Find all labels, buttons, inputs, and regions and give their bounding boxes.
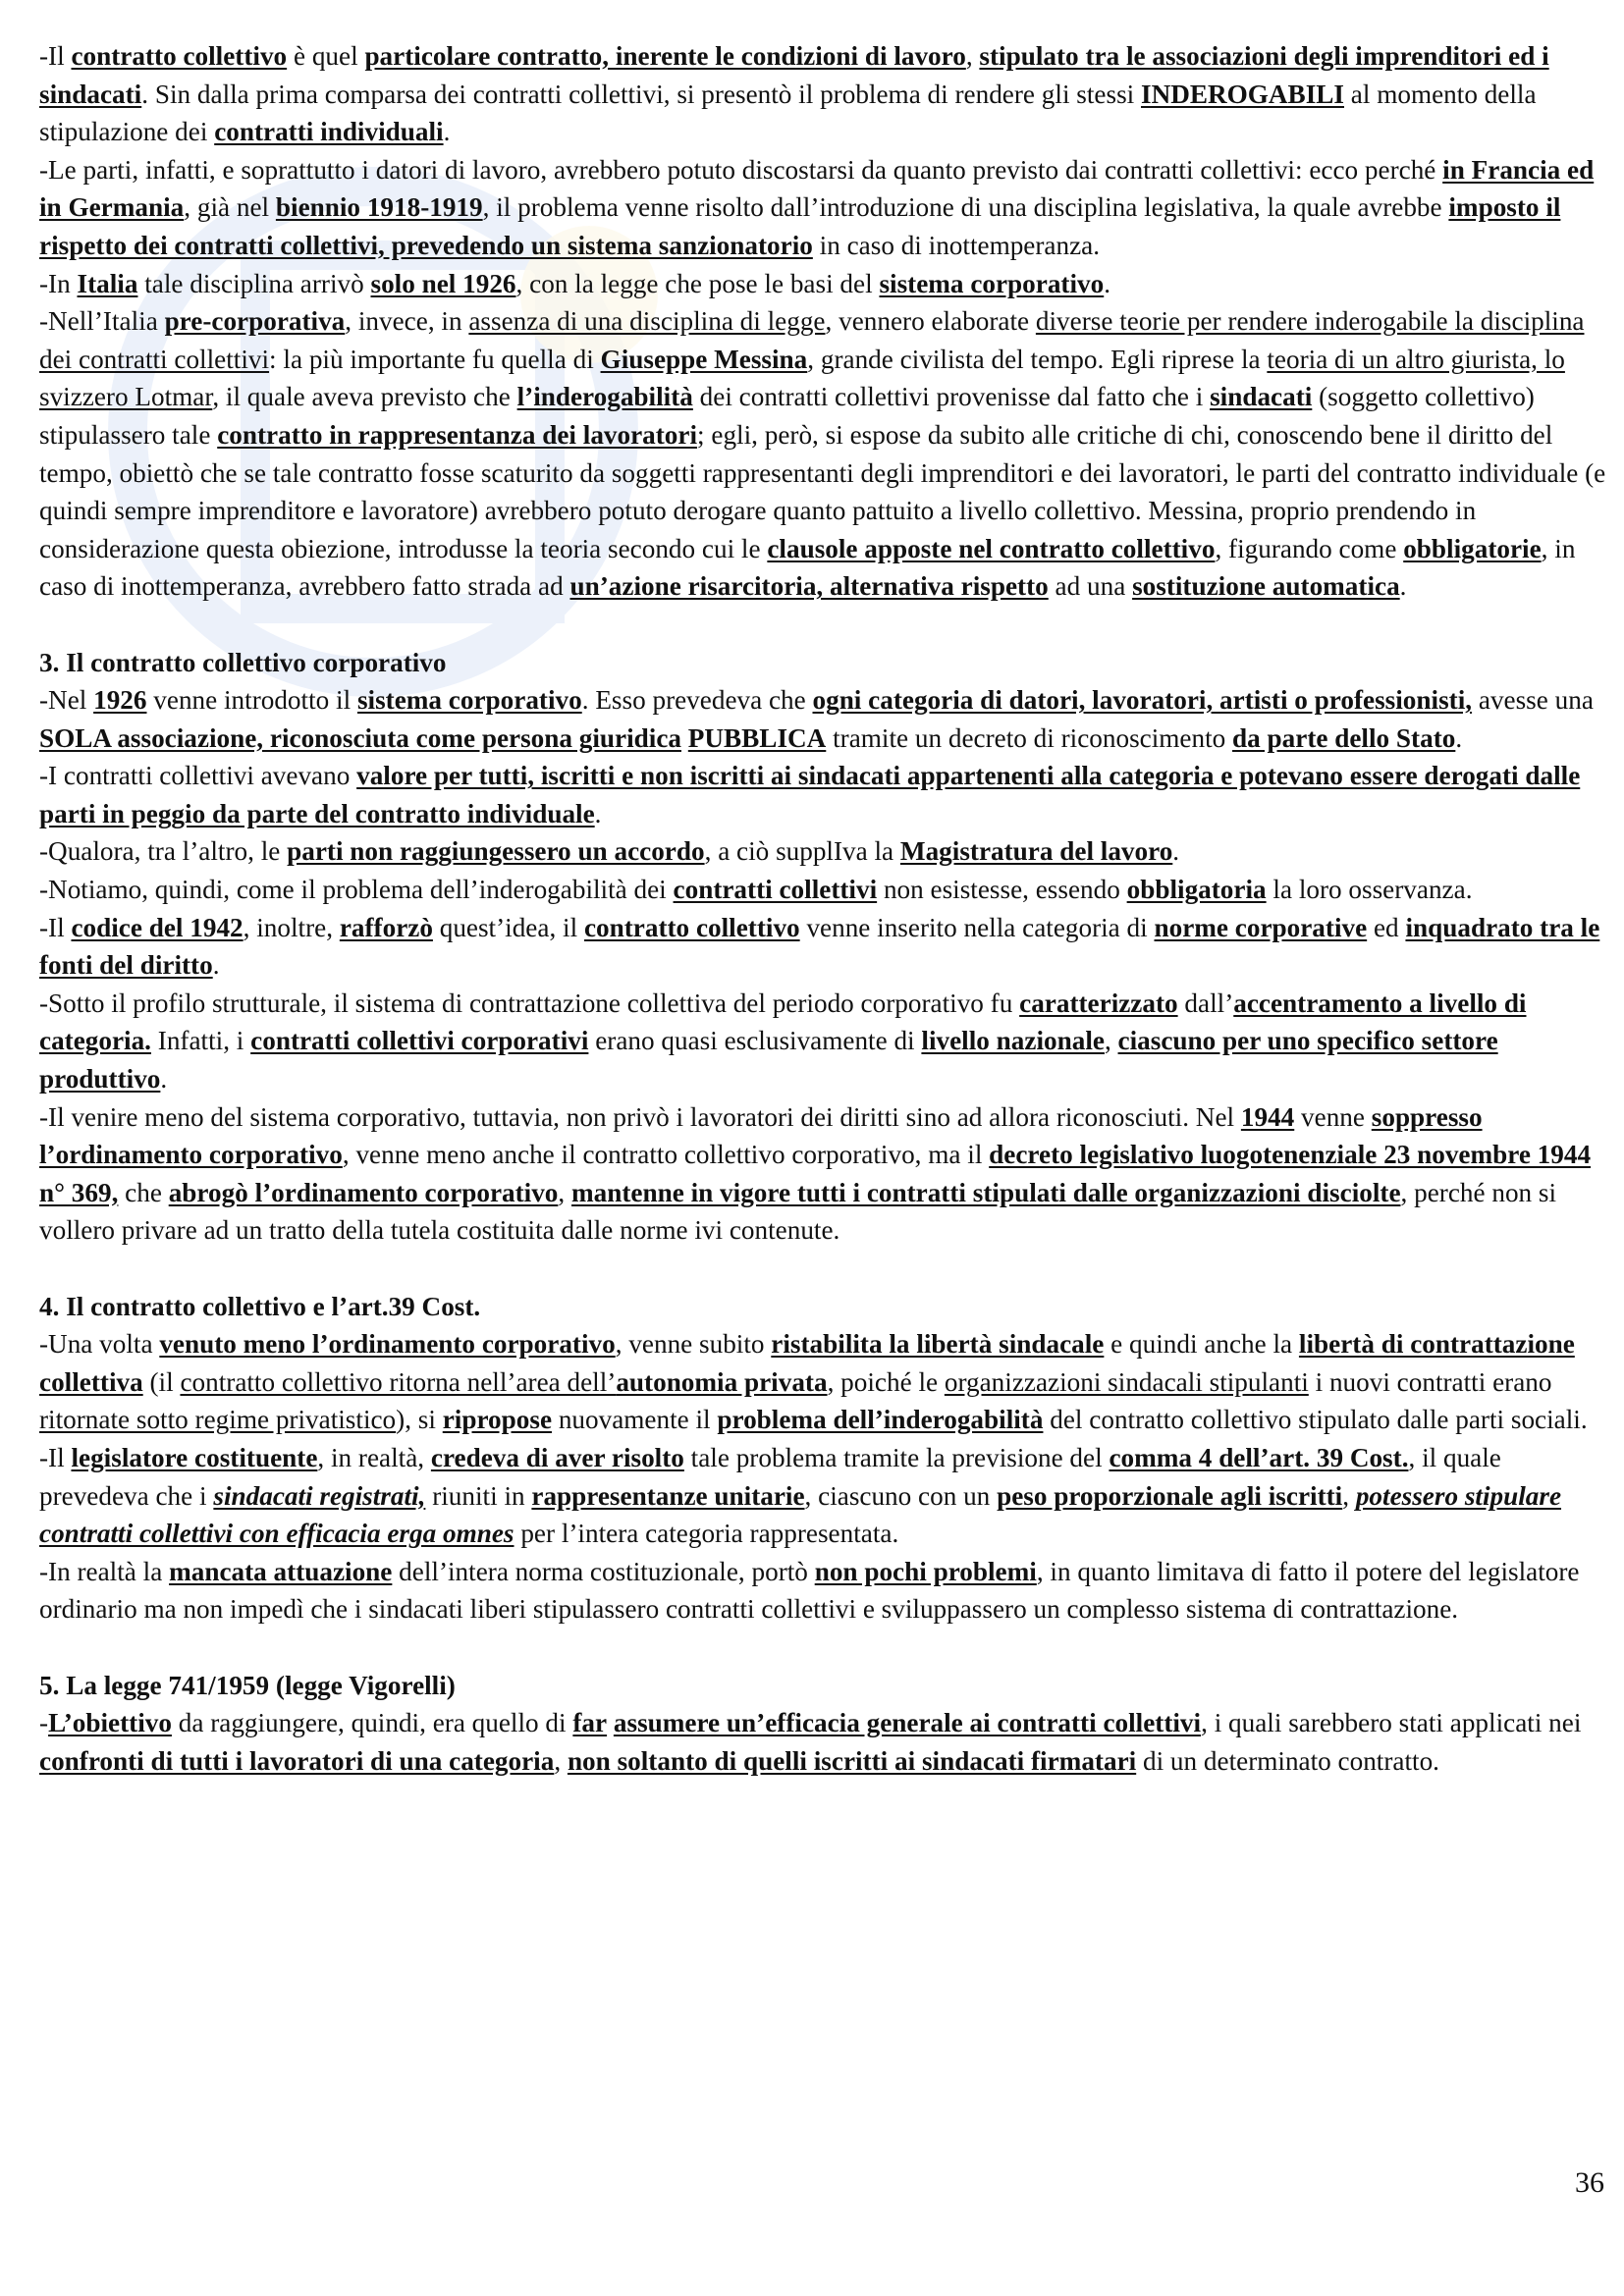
text-run: , a ciò supplIva la (704, 836, 900, 867)
text-run: non esistesse, essendo (877, 875, 1127, 905)
text-run: -Una volta (39, 1329, 160, 1360)
emphasized-text: assenza di una disciplina di legge (468, 306, 826, 337)
emphasized-text: rafforzò (339, 912, 433, 942)
text-run: : la più importante fu quella di (269, 344, 601, 374)
text-run: -Le parti, infatti, e soprattutto i datori di lavoro, avrebbero potuto discostarsi da quanto previsto dai contratti collettivi: ecco perché (39, 154, 1443, 185)
emphasized-text: clausole apposte nel contratto collettivo (767, 533, 1216, 563)
paragraph (39, 757, 1610, 832)
emphasized-text: valore per tutti, iscritti e non iscritti ai sindacati appartenenti alla categoria e potevano essere derogati dalle parti in peggio da parte del contratto individuale (39, 761, 1581, 828)
text-run: 4. Il contratto collettivo e l’art.39 Cost. (39, 1291, 481, 1321)
text-run: . (212, 950, 220, 981)
emphasized-text: sistema corporativo (879, 268, 1105, 298)
emphasized-text: ristabilita la libertà sindacale (771, 1329, 1105, 1360)
text-run: -Il (39, 41, 72, 71)
text-run: da raggiungere, quindi, era quello di (171, 1708, 573, 1738)
text-run: . (1172, 836, 1180, 867)
emphasized-text: in Francia ed in Germania (39, 154, 1595, 223)
text-run: , invece, in (345, 306, 469, 337)
emphasized-text: contratto collettivo (71, 41, 288, 71)
emphasized-text: non soltanto di quelli iscritti ai sindacati firmatari (567, 1745, 1137, 1776)
text-run: , in realtà, (317, 1442, 431, 1472)
text-run: -Il venire meno del sistema corporativo, tuttavia, non privò i lavoratori dei diritti sino ad allora riconosciuti. Nel (39, 1101, 1241, 1132)
text-run: , in caso di inottemperanza, avrebbero fatto strada ad (39, 533, 1576, 602)
text-run: , venne meno anche il contratto collettivo corporativo, ma il (342, 1140, 990, 1170)
text-run: al momento della stipulazione dei (39, 79, 1537, 147)
text-run: (soggetto collettivo) stipulassero tale (39, 382, 1535, 450)
text-run: -In realtà la (39, 1556, 170, 1586)
emphasized-text: contratti collettivi (673, 875, 878, 905)
emphasized-text: decreto legislativo luogotenenziale 23 novembre 1944 n° 369, (39, 1140, 1592, 1207)
text-run: che (118, 1177, 169, 1207)
text-run: la loro osservanza. (1266, 875, 1473, 905)
text-run (681, 723, 688, 753)
text-run: ), si (396, 1405, 443, 1435)
emphasized-text: teoria di un altro giurista, lo svizzero Lotmar (39, 344, 1565, 412)
emphasized-text: assumere un’efficacia generale ai contratti collettivi (613, 1708, 1202, 1738)
emphasized-text: livello nazionale (921, 1026, 1105, 1056)
emphasized-text: biennio 1918-1919 (275, 192, 483, 223)
paragraph (39, 832, 1610, 871)
emphasized-text: ciascuno per uno specifico settore produttivo (39, 1026, 1498, 1095)
emphasized-text: non pochi problemi (814, 1556, 1037, 1586)
emphasized-text: 1944 (1240, 1101, 1295, 1132)
text-run: venne introdotto il (146, 685, 357, 716)
text-run: . (160, 1064, 168, 1095)
emphasized-text: mantenne in vigore tutti i contratti stipulati dalle organizzazioni disciolte (571, 1177, 1401, 1207)
emphasized-text: diverse teorie per rendere inderogabile la disciplina dei contratti collettivi (39, 306, 1585, 374)
emphasized-text: contratto in rappresentanza dei lavoratori (217, 419, 698, 450)
page-number: 36 (1575, 2166, 1604, 2199)
text-run: , (965, 41, 980, 71)
emphasized-text: sistema corporativo (356, 685, 582, 716)
paragraph (39, 265, 1610, 303)
text-run: venne (1294, 1101, 1372, 1132)
emphasized-text: obbligatoria (1126, 875, 1267, 905)
emphasized-text: INDEROGABILI (1141, 79, 1344, 109)
text-run: , il problema venne risolto dall’introduzione di una disciplina legislativa, la quale avrebbe (482, 192, 1449, 223)
text-run: -Il (39, 912, 72, 942)
emphasized-text: ogni categoria di datori, lavoratori, artisti o professionisti, (812, 685, 1473, 716)
emphasized-text: ripropose (442, 1405, 553, 1435)
text-run: tale problema tramite la previsione del (683, 1442, 1110, 1472)
emphasized-text: contratti individuali (214, 117, 444, 147)
emphasized-text: libertà di contrattazione collettiva (39, 1329, 1575, 1397)
emphasized-text: Italia (77, 268, 138, 298)
emphasized-text: credeva di aver risolto (430, 1442, 684, 1472)
text-run: venne inserito nella categoria di (799, 912, 1155, 942)
text-run: ad una (1048, 571, 1133, 602)
text-run: , i quali sarebbero stati applicati nei (1201, 1708, 1582, 1738)
emphasized-text: 1926 (93, 685, 147, 716)
section-heading (39, 1288, 1610, 1326)
text-run: , in quanto limitava di fatto il potere del legislatore ordinario ma non impedì che i sindacati liberi stipulassero contratti collettivi e sviluppassero un complesso sistema di contrattazione. (39, 1556, 1580, 1625)
text-run: -Nel (39, 685, 94, 716)
emphasized-text: autonomia privata (616, 1366, 828, 1397)
text-run: . (1104, 268, 1111, 298)
emphasized-text: sostituzione automatica (1132, 571, 1400, 602)
text-run: avesse una (1472, 685, 1594, 716)
text-run: . (443, 117, 451, 147)
paragraph (39, 302, 1610, 606)
text-run: , venne subito (615, 1329, 772, 1360)
text-run: per l’intera categoria rappresentata. (514, 1519, 899, 1549)
text-run: - (39, 1708, 49, 1738)
emphasized-text: abrogò l’ordinamento corporativo (168, 1177, 559, 1207)
section-heading (39, 1667, 1610, 1705)
text-run: -Qualora, tra l’altro, le (39, 836, 288, 867)
emphasized-text: mancata attuazione (169, 1556, 393, 1586)
text-run: dell’intera norma costituzionale, portò (392, 1556, 815, 1586)
emphasized-text: solo nel 1926 (370, 268, 516, 298)
paragraph (39, 151, 1610, 265)
emphasized-text: l’inderogabilità (516, 382, 693, 412)
emphasized-text: contratto collettivo (583, 912, 800, 942)
text-run: , perché non si vollero privare ad un tratto della tutela costituita dalle norme ivi contenute. (39, 1177, 1557, 1246)
text-run: di un determinato contratto. (1136, 1745, 1439, 1776)
text-run: -I contratti collettivi avevano (39, 761, 357, 791)
emphasized-text: parti non raggiungessero un accordo (287, 836, 705, 867)
text-run: dei contratti collettivi provenisse dal fatto che i (692, 382, 1211, 412)
text-run: ed (1367, 912, 1406, 942)
document-body (39, 37, 1610, 1780)
text-run: , già nel (184, 192, 276, 223)
text-run (607, 1708, 614, 1737)
emphasized-text: soppresso l’ordinamento corporativo (39, 1101, 1483, 1170)
text-run: , ciascuno con un (804, 1480, 998, 1511)
text-run: , (1342, 1480, 1356, 1511)
text-run: tale disciplina arrivò (137, 268, 371, 298)
emphasized-text: inquadrato tra le fonti del diritto (39, 912, 1600, 981)
paragraph (39, 1439, 1610, 1553)
text-run: . (1399, 571, 1407, 602)
text-run: dall’ (1177, 988, 1234, 1018)
text-run: . (594, 798, 602, 828)
paragraph (39, 1098, 1610, 1250)
emphasized-text: particolare contratto, inerente le condizioni di lavoro (364, 41, 966, 71)
emphasized-text: potessero stipulare contratti collettivi con efficacia erga omnes (39, 1480, 1562, 1549)
emphasized-text: Magistratura del lavoro (899, 836, 1173, 867)
text-run: -Il (39, 1442, 72, 1472)
text-run: , figurando come (1215, 533, 1404, 563)
emphasized-text: SOLA associazione, riconosciuta come persona giuridica (39, 722, 681, 753)
text-run: 5. La legge 741/1959 (legge Vigorelli) (39, 1670, 456, 1700)
emphasized-text: codice del 1942 (71, 912, 244, 942)
text-run: riuniti in (425, 1480, 532, 1511)
emphasized-text: L’obiettivo (48, 1708, 172, 1738)
paragraph (39, 1553, 1610, 1629)
emphasized-text: far (572, 1708, 608, 1738)
paragraph (39, 871, 1610, 909)
emphasized-text: norme corporative (1154, 912, 1368, 942)
emphasized-text: comma 4 dell’art. 39 Cost. (1109, 1442, 1409, 1472)
text-run: , vennero elaborate (825, 306, 1036, 337)
text-run: 3. Il contratto collettivo corporativo (39, 647, 447, 677)
emphasized-text: imposto il rispetto dei contratti collettivi, prevedendo un sistema sanzionatorio (39, 192, 1561, 260)
emphasized-text: rappresentanze unitarie (531, 1480, 805, 1511)
text-run: -Nell’Italia (39, 306, 165, 337)
text-run: Infatti, i (150, 1026, 251, 1056)
paragraph (39, 681, 1610, 757)
emphasized-text: accentramento a livello di categoria. (39, 988, 1527, 1056)
paragraph (39, 1704, 1610, 1780)
paragraph (39, 985, 1610, 1098)
emphasized-text: obbligatorie (1403, 533, 1542, 563)
text-run: erano quasi esclusivamente di (588, 1026, 922, 1056)
emphasized-text: sindacati registrati, (213, 1480, 426, 1511)
emphasized-text: confronti di tutti i lavoratori di una categoria (39, 1745, 555, 1776)
text-run: , il quale prevedeva che i (39, 1442, 1501, 1511)
paragraph (39, 37, 1610, 151)
text-run: i nuovi contratti erano (1308, 1366, 1552, 1397)
section-heading (39, 644, 1610, 682)
text-run: , il quale aveva previsto che (212, 382, 517, 412)
emphasized-text: un’azione risarcitoria, alternativa rispetto (569, 571, 1049, 602)
text-run: -In (39, 268, 78, 298)
text-run: e quindi anche la (1104, 1329, 1299, 1360)
paragraph (39, 1325, 1610, 1439)
text-run: . (1455, 722, 1463, 753)
emphasized-text: sindacati (1210, 382, 1313, 412)
text-run: tramite un decreto di riconoscimento (826, 722, 1233, 753)
emphasized-text: venuto meno l’ordinamento corporativo (159, 1329, 616, 1360)
emphasized-text: ritornate sotto regime privatistico (39, 1405, 397, 1435)
text-run: , (554, 1745, 568, 1776)
emphasized-text: Giuseppe Messina (600, 344, 808, 374)
text-run: , (558, 1177, 571, 1207)
text-run: . Esso prevedeva che (581, 685, 813, 716)
emphasized-text: PUBBLICA (687, 722, 827, 753)
text-run: è quel (287, 41, 365, 71)
text-run: -Notiamo, quindi, come il problema dell’inderogabilità dei (39, 875, 674, 905)
text-run: (il (142, 1366, 181, 1397)
emphasized-text: caratterizzato (1019, 988, 1178, 1018)
text-run: , inoltre, (243, 912, 340, 942)
text-run: , (1104, 1026, 1118, 1056)
text-run: , con la legge che pose le basi del (515, 268, 880, 298)
emphasized-text: stipulato tra le associazioni degli imprenditori ed i sindacati (39, 41, 1549, 109)
text-run: ; egli, però, si espose da subito alle critiche di chi, conoscendo bene il diritto del tempo, obiettò che se tale contratto fosse scaturito da soggetti rappresentanti degli imprenditori e dei lavoratori, le parti del contratto individuale (e quindi sempre imprenditore e lavoratore) avrebbero potuto derogare quanto pattuito a livello collettivo. Messina, proprio prendendo in considerazione questa obiezione, introdusse la teoria secondo cui le (39, 419, 1606, 563)
emphasized-text: organizzazioni sindacali stipulanti (944, 1366, 1309, 1397)
paragraph (39, 909, 1610, 985)
emphasized-text: pre-corporativa (164, 306, 346, 337)
text-run: , grande civilista del tempo. Egli riprese la (807, 344, 1268, 374)
text-run: quest’idea, il (432, 912, 584, 942)
emphasized-text: da parte dello Stato (1232, 722, 1456, 753)
text-run: -Sotto il profilo strutturale, il sistema di contrattazione collettiva del periodo corporativo fu (39, 988, 1020, 1018)
emphasized-text: peso proporzionale agli iscritti (997, 1480, 1343, 1511)
text-run: nuovamente il (552, 1405, 718, 1435)
emphasized-text: contratti collettivi corporativi (250, 1026, 589, 1056)
emphasized-text: contratto collettivo ritorna nell’area dell’ (180, 1366, 617, 1397)
emphasized-text: problema dell’inderogabilità (717, 1405, 1044, 1435)
text-run: . Sin dalla prima comparsa dei contratti collettivi, si presentò il problema di rendere gli stessi (141, 79, 1142, 109)
text-run: , poiché le (827, 1366, 945, 1397)
text-run: del contratto collettivo stipulato dalle parti sociali. (1043, 1405, 1588, 1435)
emphasized-text: legislatore costituente (71, 1442, 318, 1472)
text-run: in caso di inottemperanza. (812, 230, 1101, 260)
